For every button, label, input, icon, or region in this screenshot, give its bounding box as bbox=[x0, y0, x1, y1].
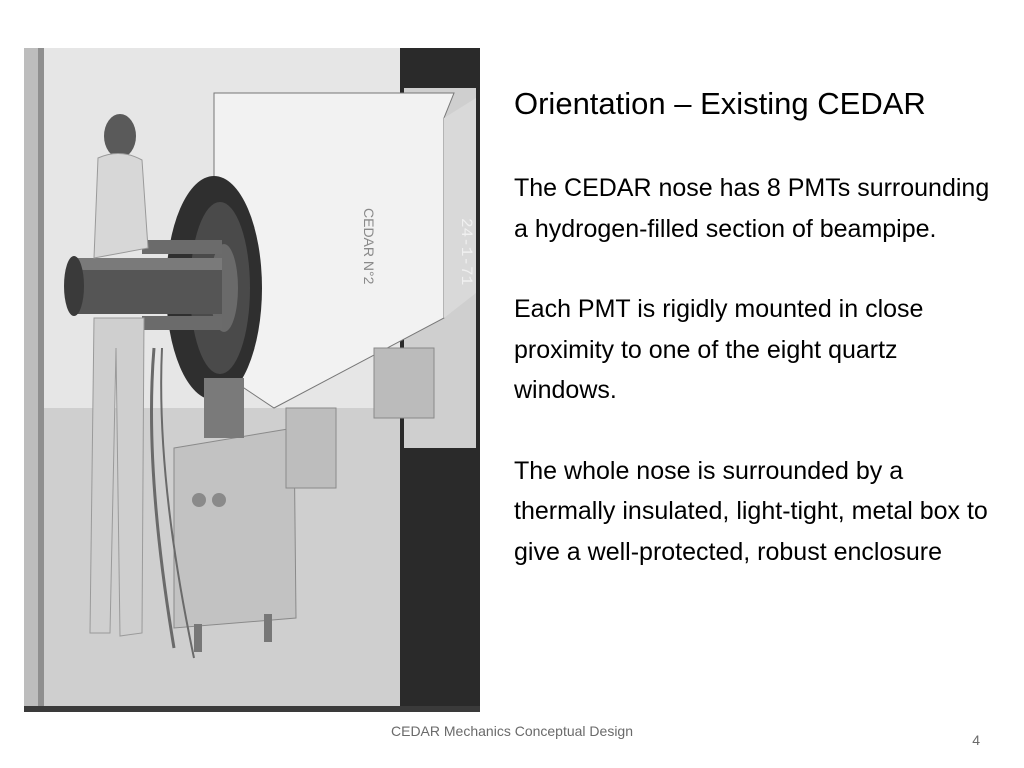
vessel-label: CEDAR N°2 bbox=[361, 208, 377, 285]
slide-footer: CEDAR Mechanics Conceptual Design bbox=[391, 723, 633, 739]
paragraph-pmt-mounting: Each PMT is rigidly mounted in close proximity to one of the eight quartz windows. bbox=[514, 295, 924, 404]
cedar-detector-photo bbox=[24, 48, 480, 712]
slide-title: Orientation – Existing CEDAR bbox=[514, 86, 926, 121]
paragraph-pmts: The CEDAR nose has 8 PMTs surrounding a hydrogen-filled section of beampipe. bbox=[514, 174, 990, 243]
page-number: 4 bbox=[972, 732, 980, 748]
film-edge-marks: 24-1-71 bbox=[457, 218, 475, 286]
slide-body bbox=[514, 168, 1004, 612]
paragraph-enclosure: The whole nose is surrounded by a thermally insulated, light-tight, metal box to give a well-protected, robust enclosure bbox=[514, 456, 988, 566]
